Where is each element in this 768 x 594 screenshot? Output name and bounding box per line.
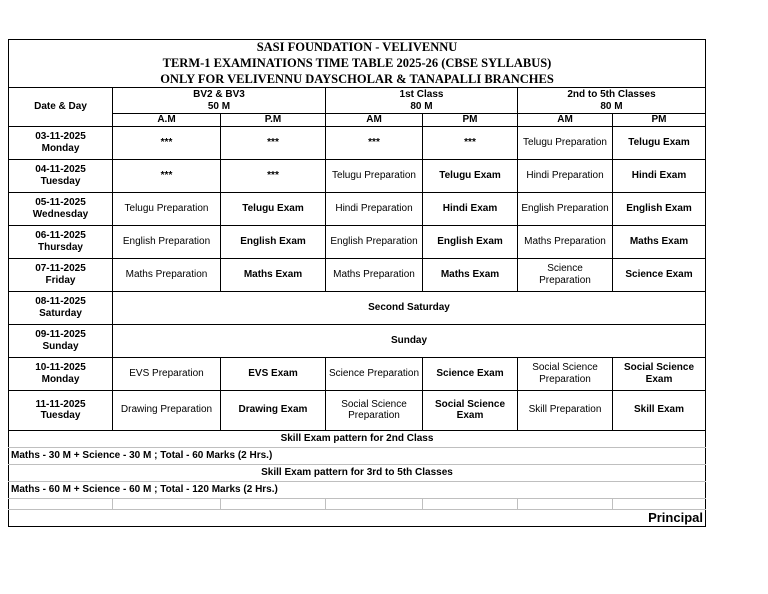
schedule-cell: English Preparation <box>326 225 423 258</box>
schedule-cell: Maths Exam <box>221 258 326 291</box>
schedule-cell: Telugu Preparation <box>326 159 423 192</box>
schedule-cell: *** <box>326 126 423 159</box>
schedule-cell: *** <box>221 126 326 159</box>
schedule-cell: Social Science Preparation <box>518 357 613 390</box>
table-row <box>9 258 706 291</box>
schedule-cell: Social Science Exam <box>613 357 706 390</box>
schedule-cell: Science Preparation <box>518 258 613 291</box>
blank-cell <box>518 498 613 509</box>
header-group-bv: BV2 & BV3 50 M <box>113 88 326 114</box>
schedule-cell: Social Science Exam <box>423 390 518 430</box>
schedule-cell: Telugu Exam <box>423 159 518 192</box>
skill-pattern-3rd-text: Maths - 60 M + Science - 60 M ; Total - 120 Marks (2 Hrs.) <box>9 481 706 498</box>
header-pm: PM <box>613 114 706 127</box>
header-group-2nd-5th: 2nd to 5th Classes 80 M <box>518 88 706 114</box>
timetable-sheet <box>8 39 705 527</box>
skill-pattern-3rd-title: Skill Exam pattern for 3rd to 5th Classes <box>9 464 706 481</box>
date-cell: 06-11-2025 Thursday <box>9 225 113 258</box>
schedule-cell: Telugu Exam <box>221 192 326 225</box>
schedule-cell: English Exam <box>423 225 518 258</box>
holiday-cell: Sunday <box>113 324 706 357</box>
schedule-cell: EVS Exam <box>221 357 326 390</box>
schedule-cell: Drawing Preparation <box>113 390 221 430</box>
schedule-cell: Telugu Preparation <box>113 192 221 225</box>
schedule-cell: Hindi Preparation <box>518 159 613 192</box>
blank-cell <box>613 498 706 509</box>
blank-cell <box>326 498 423 509</box>
schedule-cell: Telugu Preparation <box>518 126 613 159</box>
timetable <box>8 39 706 527</box>
principal-signature-label: Principal <box>9 509 706 526</box>
schedule-cell: English Preparation <box>518 192 613 225</box>
schedule-cell: Hindi Exam <box>613 159 706 192</box>
schedule-cell: Telugu Exam <box>613 126 706 159</box>
header-am: A.M <box>113 114 221 127</box>
table-row <box>9 390 706 430</box>
header-date-day: Date & Day <box>9 88 113 127</box>
table-row <box>9 291 706 324</box>
header-am: AM <box>326 114 423 127</box>
schedule-cell: *** <box>113 159 221 192</box>
table-row <box>9 126 706 159</box>
schedule-cell: *** <box>221 159 326 192</box>
schedule-cell: Social Science Preparation <box>326 390 423 430</box>
blank-cell <box>221 498 326 509</box>
date-cell: 09-11-2025 Sunday <box>9 324 113 357</box>
blank-cell <box>423 498 518 509</box>
schedule-cell: *** <box>423 126 518 159</box>
table-row <box>9 357 706 390</box>
title-line-2: TERM-1 EXAMINATIONS TIME TABLE 2025-26 (CBSE SYLLABUS) <box>9 56 706 72</box>
header-am: AM <box>518 114 613 127</box>
schedule-cell: Maths Exam <box>613 225 706 258</box>
schedule-cell: Skill Preparation <box>518 390 613 430</box>
title-line-3: ONLY FOR VELIVENNU DAYSCHOLAR & TANAPALLI BRANCHES <box>9 72 706 88</box>
date-cell: 11-11-2025 Tuesday <box>9 390 113 430</box>
blank-cell <box>113 498 221 509</box>
date-cell: 03-11-2025 Monday <box>9 126 113 159</box>
date-cell: 04-11-2025 Tuesday <box>9 159 113 192</box>
schedule-cell: Science Exam <box>423 357 518 390</box>
schedule-cell: Science Preparation <box>326 357 423 390</box>
holiday-cell: Second Saturday <box>113 291 706 324</box>
date-cell: 08-11-2025 Saturday <box>9 291 113 324</box>
schedule-cell: Skill Exam <box>613 390 706 430</box>
title-line-1: SASI FOUNDATION - VELIVENNU <box>9 40 706 56</box>
skill-pattern-2nd-title: Skill Exam pattern for 2nd Class <box>9 430 706 447</box>
schedule-cell: *** <box>113 126 221 159</box>
date-cell: 07-11-2025 Friday <box>9 258 113 291</box>
table-row <box>9 192 706 225</box>
date-cell: 10-11-2025 Monday <box>9 357 113 390</box>
schedule-cell: Drawing Exam <box>221 390 326 430</box>
table-row <box>9 324 706 357</box>
schedule-cell: Science Exam <box>613 258 706 291</box>
skill-pattern-2nd-text: Maths - 30 M + Science - 30 M ; Total - 60 Marks (2 Hrs.) <box>9 447 706 464</box>
date-cell: 05-11-2025 Wednesday <box>9 192 113 225</box>
schedule-cell: Hindi Preparation <box>326 192 423 225</box>
table-row <box>9 159 706 192</box>
schedule-cell: Maths Exam <box>423 258 518 291</box>
schedule-cell: Maths Preparation <box>113 258 221 291</box>
schedule-cell: English Preparation <box>113 225 221 258</box>
header-group-1st-class: 1st Class 80 M <box>326 88 518 114</box>
schedule-cell: Maths Preparation <box>518 225 613 258</box>
table-row <box>9 225 706 258</box>
header-pm: P.M <box>221 114 326 127</box>
schedule-cell: EVS Preparation <box>113 357 221 390</box>
blank-cell <box>9 498 113 509</box>
schedule-cell: English Exam <box>221 225 326 258</box>
schedule-cell: English Exam <box>613 192 706 225</box>
schedule-cell: Hindi Exam <box>423 192 518 225</box>
header-pm: PM <box>423 114 518 127</box>
schedule-cell: Maths Preparation <box>326 258 423 291</box>
